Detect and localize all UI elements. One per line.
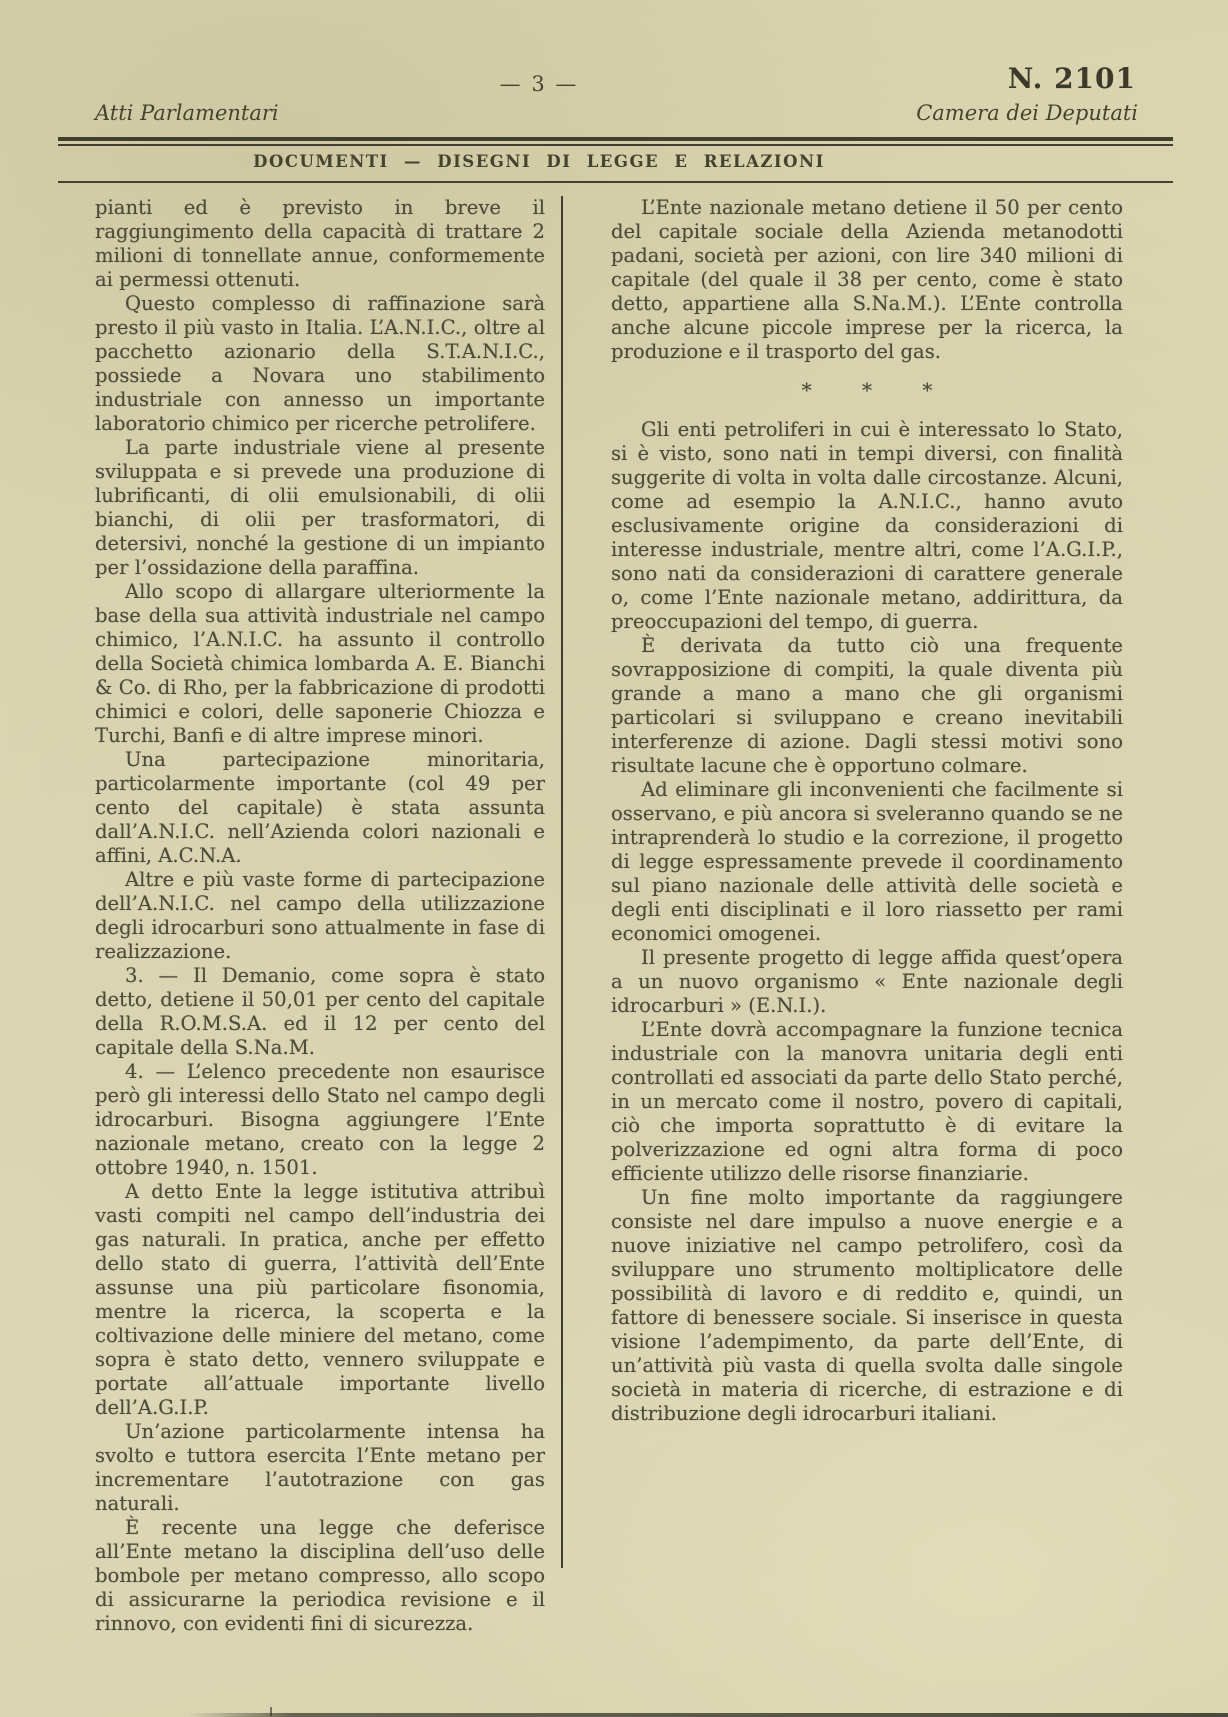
text-columns (95, 196, 1123, 1636)
paragraph: È recente una legge che deferisce all’Ente metano la disciplina dell’uso delle bombole per metano compresso, allo scopo di assicurarne la periodica revisione e il rinnovo, con evidenti fini di sicurezza. (95, 1516, 545, 1635)
running-title-left: Atti Parlamentari (95, 101, 279, 125)
paragraph: pianti ed è previsto in breve il raggiungimento della capacità di trattare 2 milioni di tonnellate annue, conformemente ai permessi ottenuti. (95, 196, 545, 291)
rule-thin-line (58, 144, 1173, 146)
header-bottom-rule (58, 181, 1173, 183)
paragraph: Ad eliminare gli inconvenienti che facilmente si osservano, e più ancora si sveleranno quando se ne intraprenderà lo studio e la correzione, il progetto di legge espressamente prevede il coordinamento sul piano nazionale delle attività delle società e degli enti disciplinati e il loro riassetto per rami economici omogenei. (611, 778, 1123, 945)
paragraph: Allo scopo di allargare ulteriormente la base della sua attività industriale nel campo chimico, l’A.N.I.C. ha assunto il controllo della Società chimica lombarda A. E. Bianchi & Co. di Rho, per la fabbricazione di prodotti chimici e colori, delle saponerie Chiozza e Turchi, Banfi e di altre imprese minori. (95, 580, 545, 747)
left-column (95, 196, 545, 1636)
paragraph: Un fine molto importante da raggiungere consiste nel dare impulso a nuove energie e a nuove iniziative nel campo petrolifero, così da sviluppare uno strumento moltiplicatore delle possibilità di lavoro e di reddito e, quindi, un fattore di benessere sociale. Si inserisce in questa visione l’adempimento, da parte dell’Ente, di un’attività più vasta di quella svolta dalle singole società in materia di ricerche, di estrazione e di distribuzione degli idrocarburi italiani. (611, 1186, 1123, 1425)
paragraph: Il presente progetto di legge affida quest’opera a un nuovo organismo « Ente nazionale degli idrocarburi » (E.N.I.). (611, 946, 1123, 1017)
double-rule (58, 137, 1173, 146)
page-number: — 3 — (499, 72, 579, 96)
paragraph: A detto Ente la legge istitutiva attribuì vasti compiti nel campo dell’industria dei gas naturali. In pratica, anche per effetto dello stato di guerra, l’attività dell’Ente assunse una più particolare fisonomia, mentre la ricerca, la scoperta e la coltivazione delle miniere del metano, come sopra è stato detto, vennero sviluppate e portate all’attuale importante livello dell’A.G.I.P. (95, 1180, 545, 1419)
section-title: DOCUMENTI — DISEGNI DI LEGGE E RELAZIONI (253, 152, 825, 171)
running-title-right: Camera dei Deputati (916, 101, 1138, 125)
paragraph: 4. — L’elenco precedente non esaurisce però gli interessi dello Stato nel campo degli idrocarburi. Bisogna aggiungere l’Ente nazionale metano, creato con la legge 2 ottobre 1940, n. 1501. (95, 1060, 545, 1179)
paragraph: Una partecipazione minoritaria, particolarmente importante (col 49 per cento del capitale) è stata assunta dall’A.N.I.C. nell’Azienda colori nazionali e affini, A.C.N.A. (95, 748, 545, 867)
paragraph: L’Ente nazionale metano detiene il 50 per cento del capitale sociale della Azienda metanodotti padani, società per azioni, con lire 340 milioni di capitale (del quale il 38 per cento, come è stato detto, appartiene alla S.Na.M.). L’Ente controlla anche alcune piccole imprese per la ricerca, la produzione e il trasporto del gas. (611, 196, 1123, 363)
document-number: N. 2101 (1007, 62, 1136, 95)
paragraph: Un’azione particolarmente intensa ha svolto e tuttora esercita l’Ente metano per incrementare l’autotrazione con gas naturali. (95, 1420, 545, 1515)
scan-edge (188, 1713, 1228, 1717)
paragraph: È derivata da tutto ciò una frequente sovrapposizione di compiti, la quale diventa più grande a mano a mano che gli organismi particolari si sviluppano e creano inevitabili interferenze di azione. Dagli stessi motivi sono risultate lacune che è opportuno colmare. (611, 634, 1123, 777)
right-column (611, 196, 1123, 1636)
paragraph: Gli enti petroliferi in cui è interessato lo Stato, si è visto, sono nati in tempi diversi, con finalità suggerite di volta in volta dalle circostanze. Alcuni, come ad esempio la A.N.I.C., hanno avuto esclusivamente origine da considerazioni di interesse industriale, mentre altri, come l’A.G.I.P., sono nati da considerazioni di carattere generale o, come l’Ente nazionale metano, addirittura, da preoccupazioni del tempo, di guerra. (611, 418, 1123, 633)
column-divider (561, 196, 563, 1568)
paragraph: 3. — Il Demanio, come sopra è stato detto, detiene il 50,01 per cento del capitale della R.O.M.S.A. ed il 12 per cento del capitale della S.Na.M. (95, 964, 545, 1059)
running-titles (95, 101, 1138, 125)
rule-thick-line (58, 137, 1173, 141)
paragraph: La parte industriale viene al presente sviluppata e si prevede una produzione di lubrificanti, di olii emulsionabili, di olii bianchi, di olii per trasformatori, di detersivi, nonché la gestione di un impianto per l’ossidazione della paraffina. (95, 436, 545, 579)
paragraph: L’Ente dovrà accompagnare la funzione tecnica industriale con la manovra unitaria degli enti controllati ed associati da parte dello Stato perché, in un mercato come il nostro, povero di capitali, ciò che importa soprattutto è di evitare la polverizzazione ed ogni altra forma di poco efficiente utilizzo delle risorse finanziarie. (611, 1018, 1123, 1185)
asterisk-separator: * * * (801, 378, 955, 402)
paragraph: Altre e più vaste forme di partecipazione dell’A.N.I.C. nel campo della utilizzazione degli idrocarburi sono attualmente in fase di realizzazione. (95, 868, 545, 963)
paragraph: Questo complesso di raffinazione sarà presto il più vasto in Italia. L’A.N.I.C., oltre al pacchetto azionario della S.T.A.N.I.C., possiede a Novara uno stabilimento industriale con annesso un importante laboratorio chimico per ricerche petrolifere. (95, 292, 545, 435)
